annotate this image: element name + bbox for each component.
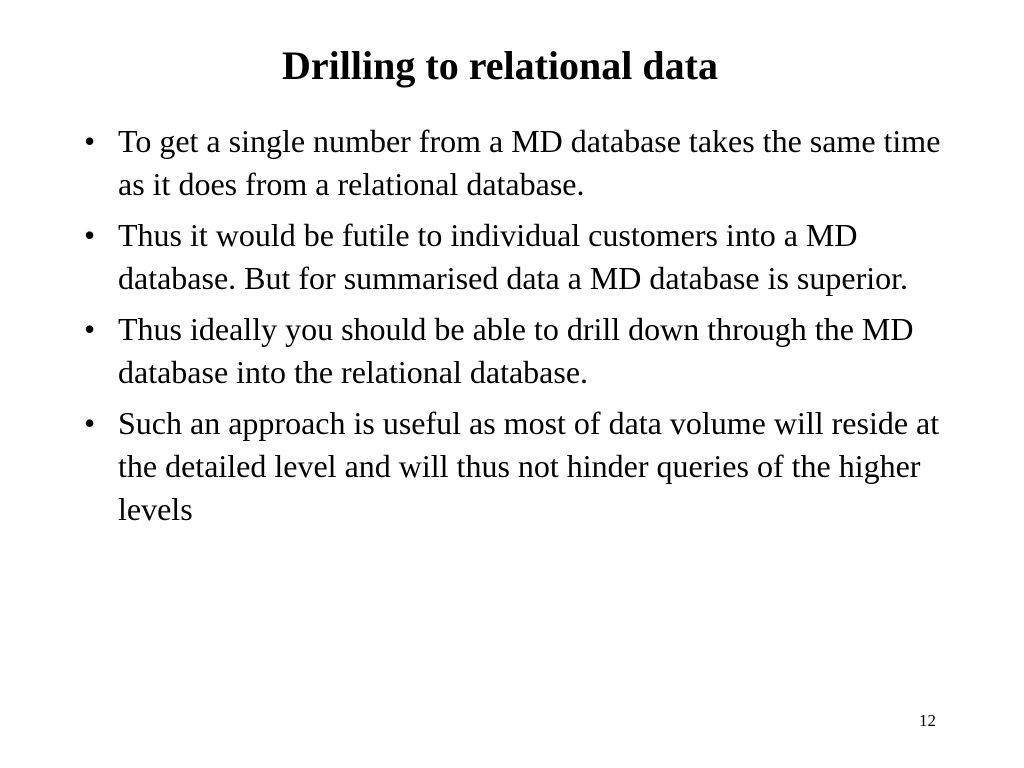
bullet-item	[80, 402, 960, 531]
bullet-item	[80, 120, 960, 206]
slide-title: Drilling to relational data	[282, 43, 718, 88]
bullet-marker: •	[84, 405, 96, 441]
bullet-marker: •	[84, 311, 96, 347]
bullet-text: Such an approach is useful as most of data volume will reside at the detailed level and will thus not hinder queries of the higher levels	[118, 405, 940, 527]
bullet-marker: •	[84, 217, 96, 253]
bullet-text: To get a single number from a MD database takes the same time as it does from a relational database.	[118, 123, 941, 202]
bullet-marker: •	[84, 123, 96, 159]
bullet-text: Thus ideally you should be able to drill down through the MD database into the relational database.	[118, 311, 914, 390]
slide-number: 12	[919, 711, 936, 730]
bullet-item	[80, 214, 960, 300]
bullet-list	[80, 120, 960, 539]
bullet-item	[80, 308, 960, 394]
bullet-text: Thus it would be futile to individual customers into a MD database. But for summarised data a MD database is superior.	[118, 217, 908, 296]
